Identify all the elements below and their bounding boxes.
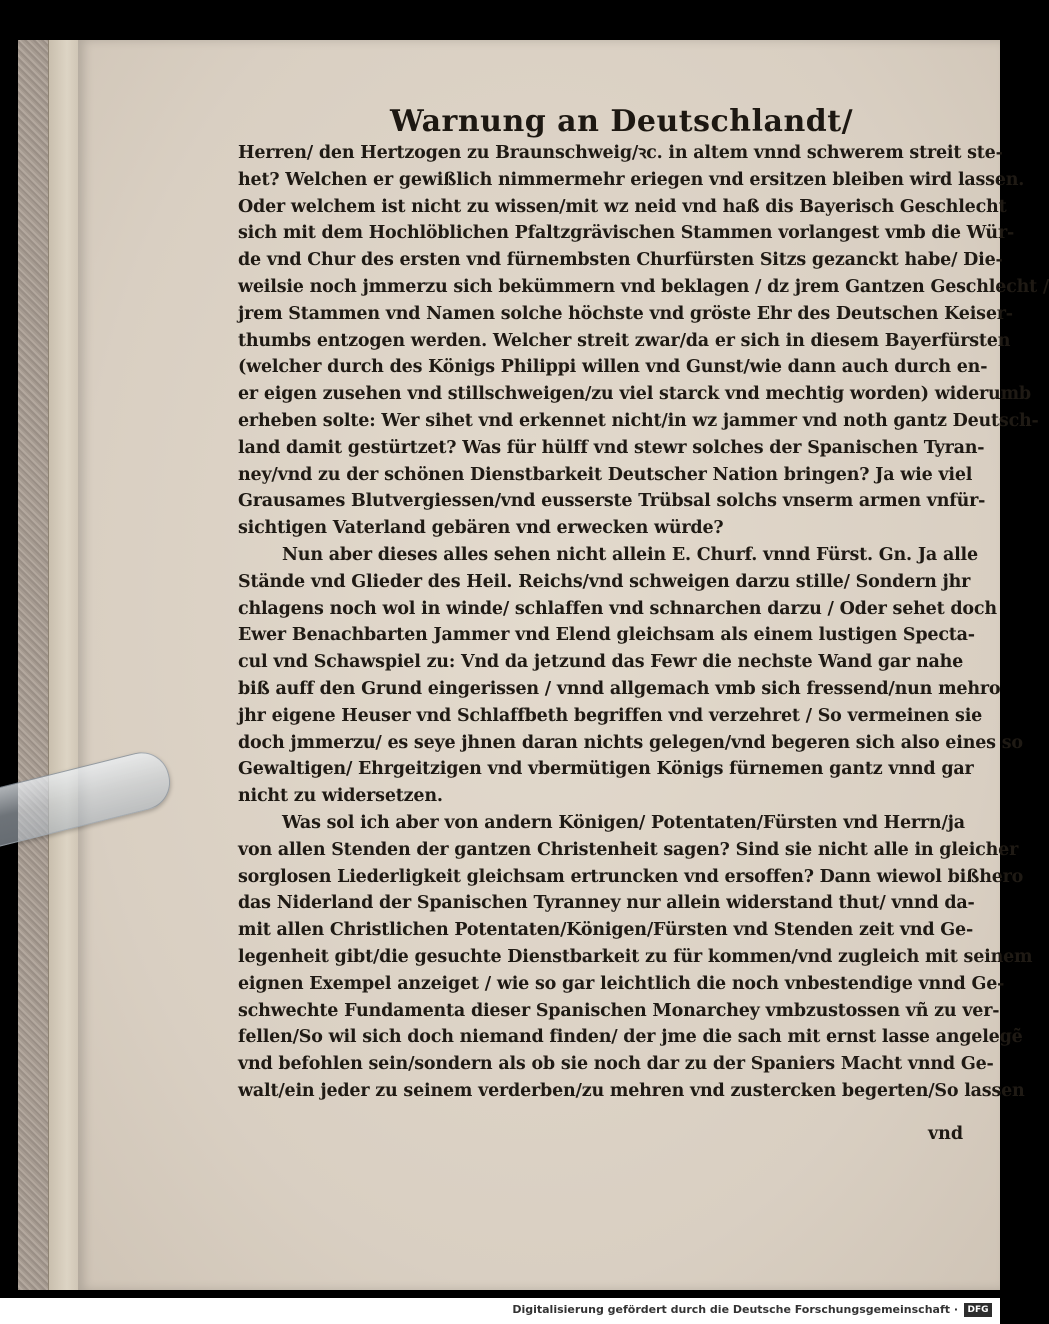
- text-line: Ewer Benachbarten Jammer vnd Elend gleichsam als einem lustigen Specta-: [238, 625, 975, 646]
- text-line: jrem Stammen vnd Namen solche höchste vnd gröste Ehr des Deutschen Keiser-: [238, 303, 1013, 324]
- catchword: vnd: [928, 1124, 964, 1144]
- footer-credit: Digitalisierung gefördert durch die Deutsche Forschungsgemeinschaft ·: [512, 1303, 958, 1316]
- footer-bar: [0, 1298, 1000, 1324]
- text-line: Was sol ich aber von andern Königen/ Potentaten/Fürsten vnd Herrn/ja: [282, 812, 965, 833]
- text-line: fellen/So wil sich doch niemand finden/ der jme die sach mit ernst lasse angelegẽ: [238, 1027, 1023, 1048]
- text-line: eignen Exempel anzeiget / wie so gar leichtlich die noch vnbestendige vnnd Ge-: [238, 973, 1005, 994]
- text-line: sorglosen Liederligkeit gleichsam ertruncken vnd ersoffen? Dann wiewol bißhero: [238, 866, 1024, 887]
- page-edge: [48, 40, 79, 1290]
- text-line: von allen Stenden der gantzen Christenheit sagen? Sind sie nicht alle in gleicher: [238, 839, 1019, 860]
- text-line: schwechte Fundamenta dieser Spanischen Monarchey vmbzustossen vñ zu ver-: [238, 1000, 1000, 1021]
- dfg-logo-icon: DFG: [964, 1303, 992, 1317]
- text-line: er eigen zusehen vnd stillschweigen/zu viel starck vnd mechtig worden) widerumb: [238, 384, 1031, 405]
- text-line: sich mit dem Hochlöblichen Pfaltzgrävischen Stammen vorlangest vmb die Wür-: [238, 223, 1015, 244]
- text-line: land damit gestürtzet? Was für hülff vnd stewr solches der Spanischen Tyran-: [238, 437, 985, 458]
- text-line: weilsie noch jmmerzu sich bekümmern vnd beklagen / dz jrem Gantzen Geschlecht /: [238, 276, 1049, 297]
- text-line: het? Welchen er gewißlich nimmermehr eriegen vnd ersitzen bleiben wird lassen.: [238, 169, 1025, 190]
- text-line: Grausames Blutvergiessen/vnd eusserste Trübsal solchs vnserm armen vnfür-: [238, 491, 986, 512]
- text-line: doch jmmerzu/ es seye jhnen daran nichts gelegen/vnd begeren sich also eines so: [238, 732, 1023, 753]
- text-line: vnd befohlen sein/sondern als ob sie noch dar zu der Spaniers Macht vnnd Ge-: [238, 1054, 994, 1075]
- text-line: sichtigen Vaterland gebären vnd erwecken würde?: [238, 518, 724, 539]
- text-line: Nun aber dieses alles sehen nicht allein E. Churf. vnnd Fürst. Gn. Ja alle: [282, 544, 978, 565]
- text-line: nicht zu widersetzen.: [238, 786, 443, 807]
- text-line: erheben solte: Wer sihet vnd erkennet nicht/in wz jammer vnd noth gantz Deutsch-: [238, 410, 1039, 431]
- text-line: cul vnd Schawspiel zu: Vnd da jetzund das Fewr die nechste Wand gar nahe: [238, 652, 964, 673]
- body-text: [238, 140, 1049, 1105]
- text-line: mit allen Christlichen Potentaten/Königen/Fürsten vnd Stenden zeit vnd Ge-: [238, 920, 974, 941]
- text-line: das Niderland der Spanischen Tyranney nur allein widerstand thut/ vnnd da-: [238, 893, 975, 914]
- text-line: chlagens noch wol in winde/ schlaffen vnd schnarchen darzu / Oder sehet doch: [238, 598, 997, 619]
- text-line: Stände vnd Glieder des Heil. Reichs/vnd schweigen darzu stille/ Sondern jhr: [238, 571, 971, 592]
- text-line: biß auff den Grund eingerissen / vnnd allgemach vmb sich fressend/nun mehro: [238, 678, 1001, 699]
- text-line: Herren/ den Hertzogen zu Braunschweig/ꝛc. in altem vnnd schwerem streit ste-: [238, 143, 1003, 163]
- text-line: Oder welchem ist nicht zu wissen/mit wz neid vnd haß dis Bayerisch Geschlecht: [238, 196, 1007, 217]
- text-line: ney/vnd zu der schönen Dienstbarkeit Deutscher Nation bringen? Ja wie viel: [238, 464, 973, 485]
- running-head: Warnung an Deutschlandt/: [390, 104, 854, 139]
- text-line: de vnd Chur des ersten vnd fürnembsten Churfürsten Sitzs gezanckt habe/ Die-: [238, 250, 1003, 271]
- text-line: thumbs entzogen werden. Welcher streit zwar/da er sich in diesem Bayerfürsten: [238, 330, 1011, 351]
- text-line: walt/ein jeder zu seinem verderben/zu mehren vnd zustercken begerten/So lassen: [238, 1080, 1025, 1101]
- text-line: legenheit gibt/die gesuchte Dienstbarkeit zu für kommen/vnd zugleich mit seinem: [238, 946, 1033, 967]
- text-line: (welcher durch des Königs Philippi willen vnd Gunst/wie dann auch durch en-: [238, 357, 988, 378]
- text-line: Gewaltigen/ Ehrgeitzigen vnd vbermütigen Königs fürnemen gantz vnnd gar: [238, 759, 974, 780]
- text-line: jhr eigene Heuser vnd Schlaffbeth begriffen vnd verzehret / So vermeinen sie: [238, 705, 983, 726]
